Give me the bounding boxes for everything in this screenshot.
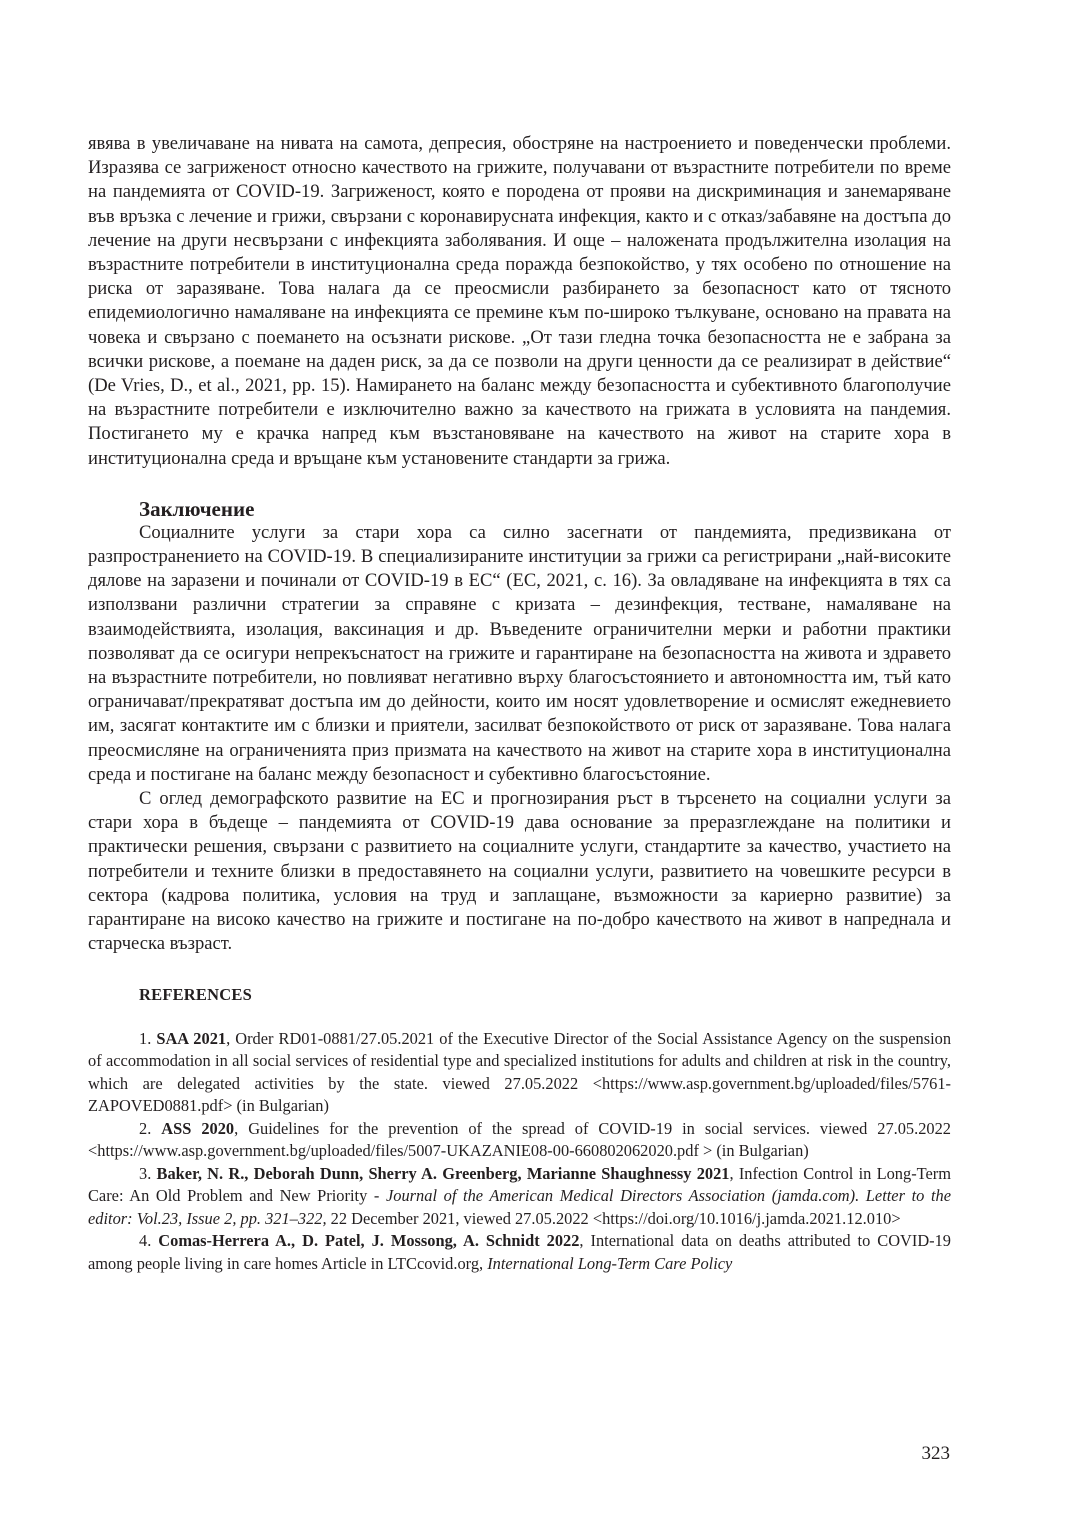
- conclusion-paragraph-1: Социалните услуги за стари хора са силно засегнати от пандемията, предизвикана от разпространението на COVID-19. В специализираните институции за грижи са регистрирани „най-високите дялове на заразени и починали от COVID-19 в ЕС“ (ЕС, 2021, с. 16). За овладяване на инфекцията в тях са използвани различни стратегии за справяне с кризата – дезинфекция, тестване, намаляване на взаимодействията, изолация, ваксинация и др. Въведените ограничителни мерки и работни практики позволяват да се осигури непрекъснатост на грижите и гарантиране на безопасността на живота и здравето на възрастните потребители, но повлияват негативно върху благосъстоянието и автономността им, тъй като ограничават/прекратяват достъпа им до дейности, които им носят удовлетворение и осмислят ежедневието им, засягат контактите им с близки и приятели, засилват безпокойството от риск от заразяване. Това налага преосмисляне на ограниченията приз призмата на качеството на живот на старите хора в институционална среда и постигане на баланс между безопасност и субективно благосъстояние.: [88, 521, 951, 785]
- reference-authors: SAA 2021: [156, 1028, 227, 1048]
- reference-text: , Infection Control in Long-Term Care: An Old Problem and New Priority -: [88, 1163, 951, 1205]
- reference-text: , Guidelines for the prevention of the spread of COVID-19 in social services. viewed 27.05.2022 <https://www.asp.government.bg/uploaded/files/5007-UKAZANIE08-00-660802062020.pdf > (in Bulgarian): [88, 1118, 952, 1160]
- reference-text: , Order RD01-0881/27.05.2021 of the Executive Director of the Social Assistance Agency on the suspension of accommodation in all social services of residential type and specialized institutions for adults and children at risk in the country, which are delegated activities by the state. viewed 27.05.2022 <https://www.asp.government.bg/uploaded/files/5761-ZAPOVED0881.pdf> (in Bulgarian): [88, 1028, 952, 1115]
- reference-authors: Baker, N. R., Deborah Dunn, Sherry A. Greenberg, Marianne Shaughnessy 2021: [156, 1163, 730, 1183]
- reference-number: 2.: [139, 1118, 162, 1138]
- reference-authors: Comas-Herrera A., D. Patel, J. Mossong, A. Schnidt 2022: [158, 1231, 580, 1250]
- reference-item: [88, 1230, 951, 1275]
- references-list: [88, 1028, 951, 1276]
- references-heading: REFERENCES: [139, 984, 252, 1004]
- reference-authors: ASS 2020: [161, 1118, 235, 1138]
- page-content: [88, 132, 951, 1275]
- reference-number: 1.: [139, 1028, 157, 1048]
- reference-tail: 22 December 2021, viewed 27.05.2022 <https://doi.org/10.1016/j.jamda.2021.12.010>: [326, 1208, 901, 1228]
- reference-item: [88, 1118, 951, 1163]
- page-number: 323: [921, 1443, 950, 1464]
- reference-journal: Journal of the American Medical Directors Association (jamda.com). Letter to the editor: Vol.23, Issue 2, pp. 321–322,: [88, 1186, 951, 1228]
- reference-item: [88, 1028, 951, 1118]
- reference-text: , International data on deaths attributed to COVID-19 among people living in care homes Article in LTCcovid.org,: [88, 1231, 952, 1273]
- section-heading-conclusion: Заключение: [139, 496, 255, 521]
- reference-number: 4.: [139, 1231, 159, 1250]
- reference-journal: International Long-Term Care Policy: [487, 1253, 733, 1273]
- reference-item: [88, 1163, 951, 1231]
- reference-number: 3.: [139, 1163, 157, 1183]
- body-paragraph: явява в увеличаване на нивата на самота, депресия, обостряне на настроението и поведенчески проблеми. Изразява се загриженост относно качеството на грижите, получавани от възрастните потребители по време на пандемията от COVID-19. Загриженост, която е породена от прояви на дискриминация и занемаряване във връзка с лечение и грижи, свързани с коронавирусната инфекция, както и с отказ/забавяне на достъпа до лечение на други несвързани с инфекцията заболявания. И още – наложената продължителна изолация на възрастните потребители в институционална среда поражда безпокойство, у тях особено по отношение на риска от заразяване. Това налага да се преосмисли разбирането за безопасност като от тясното епидемиологично намаляване на инфекцията се премине към по-широко тълкуване, основано на правата на човека и свързано с поемането на осъзнати рискове. „От тази гледна точка безопасността не е забрана за всички рискове, а поемане на даден риск, за да се позволи на други ценности да се реализират в действие“ (De Vries, D., et al., 2021, pp. 15). Намирането на баланс между безопасността и субективното благополучие на възрастните потребители е изключително важно за качеството на грижата в условията на пандемия. Постигането му е крачка напред към възстановяване на качеството на живот на старите хора в институционална среда и връщане към установените стандарти за грижа.: [88, 133, 951, 469]
- conclusion-paragraph-2: С оглед демографското развитие на ЕС и прогнозирания ръст в търсенето на социални услуги за стари хора в бъдеще – пандемията от COVID-19 дава основание за преразглеждане на политики и практически решения, свързани с развитието на социалните услуги, стандартите за качество, участието на потребители и техните близки в предоставянето на социални услуги, развитието на човешките ресурси в сектора (кадрова политика, условия на труд и заплащане, възможности за кариерно развитие) за гарантиране на високо качество на грижите и постигане на по-добро качеството на живот в напреднала и старческа възраст.: [88, 788, 951, 955]
